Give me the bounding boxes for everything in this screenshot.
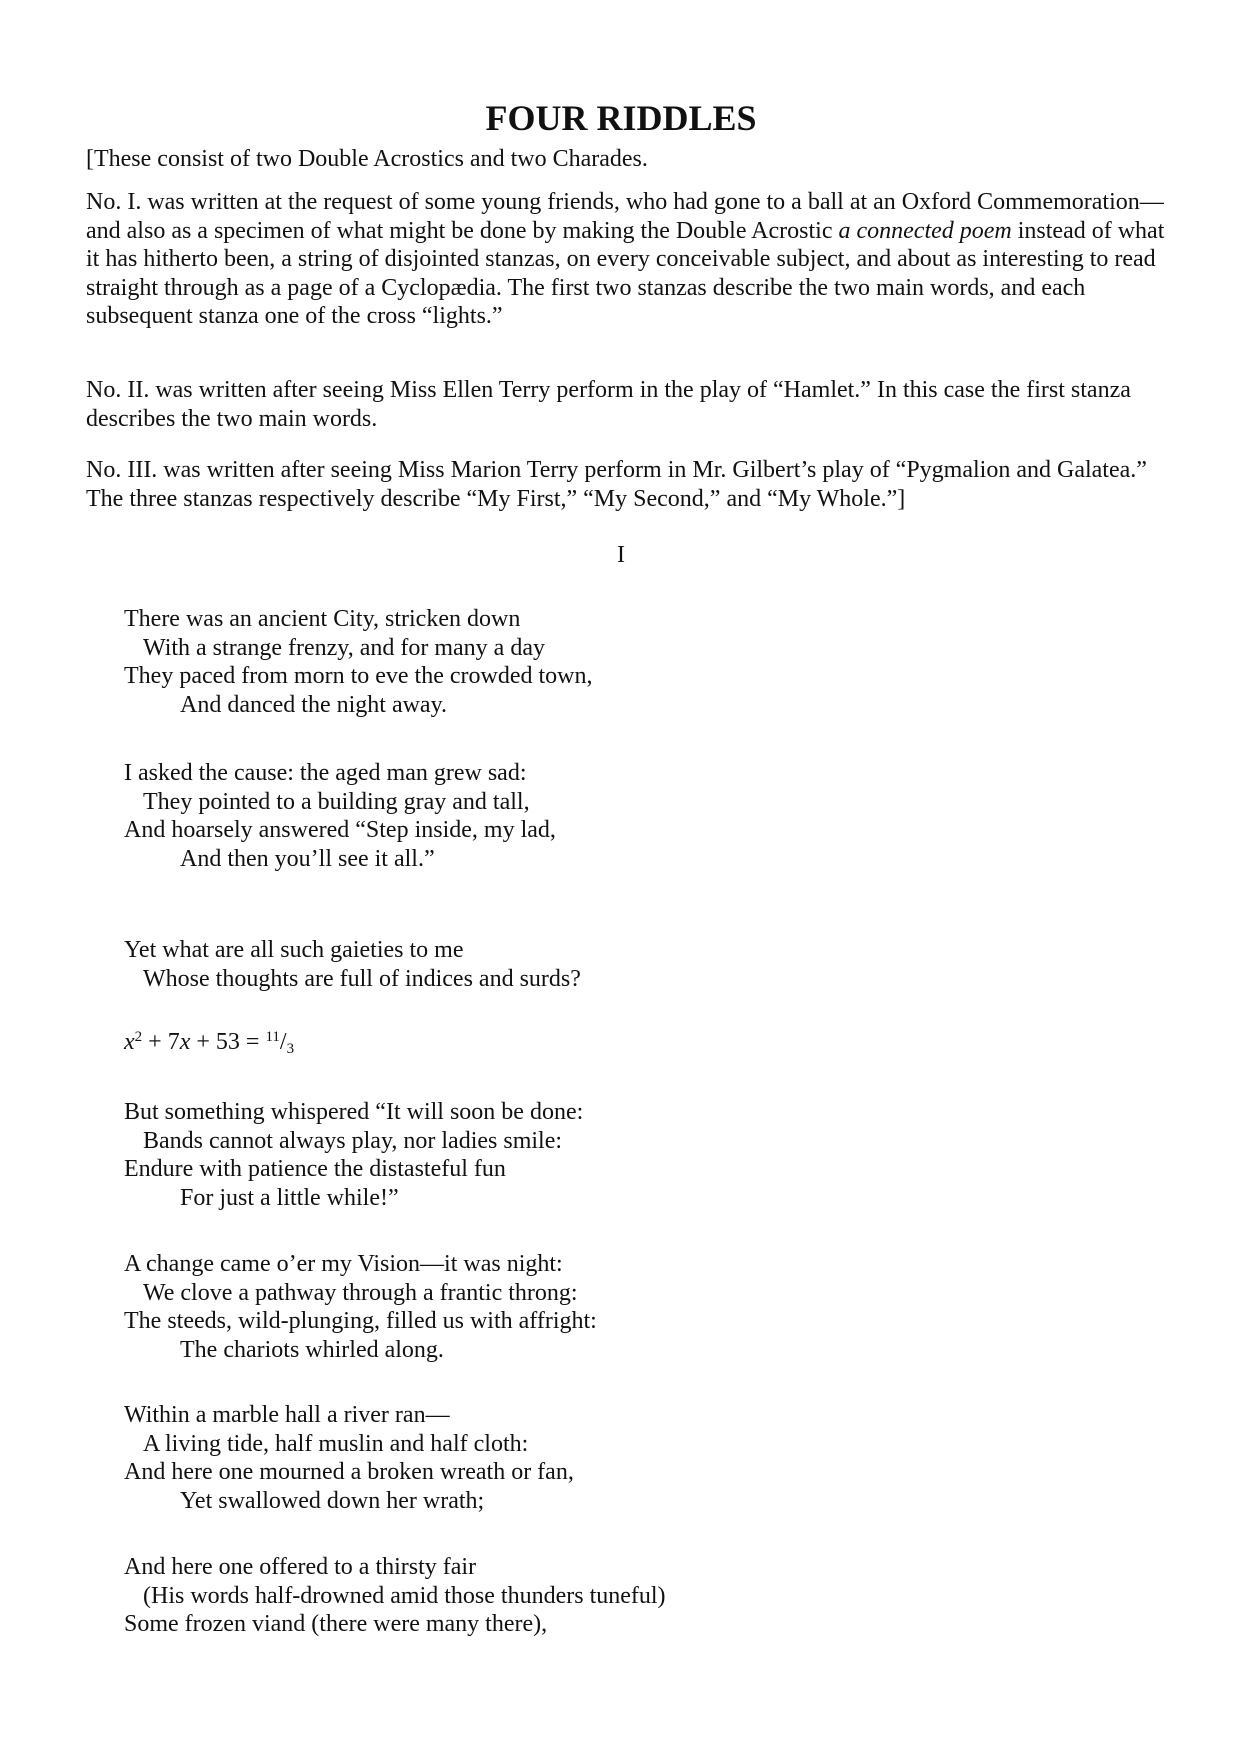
intro-paragraph-3: No. II. was written after seeing Miss Ellen Terry perform in the play of “Hamlet.” In this case the first stanza describes the two main words. [86, 377, 1131, 432]
equation-slash: / [279, 1029, 287, 1055]
math-equation [124, 1027, 294, 1057]
verse-line: Bands cannot always play, nor ladies smile: [143, 1127, 563, 1154]
verse-line: A living tide, half muslin and half cloth: [143, 1430, 529, 1457]
verse-line: They pointed to a building gray and tall, [143, 788, 530, 815]
verse-line: And danced the night away. [180, 691, 448, 718]
verse-line: A change came o’er my Vision—it was night: [124, 1251, 563, 1277]
verse-line: They paced from morn to eve the crowded town, [124, 663, 593, 689]
verse-line: And then you’ll see it all.” [180, 845, 435, 872]
verse-line: For just a little while!” [180, 1184, 399, 1211]
verse-line: There was an ancient City, stricken down [124, 606, 521, 632]
verse-line: Whose thoughts are full of indices and surds? [143, 965, 581, 992]
intro-paragraph-2 [86, 188, 1166, 331]
verse-line: Some frozen viand (there were many there), [124, 1611, 548, 1637]
verse-line: The chariots whirled along. [180, 1336, 444, 1363]
intro-paragraph-4: No. III. was written after seeing Miss Marion Terry perform in Mr. Gilbert’s play of “Pygmalion and Galatea.” The three stanzas respectively describe “My First,” “My Second,” and “My Whole.”] [86, 457, 1147, 512]
verse-line: (His words half-drowned amid those thunders tuneful) [143, 1582, 666, 1609]
stanza [124, 605, 1024, 719]
stanza [124, 759, 1024, 873]
stanza [124, 1401, 1024, 1515]
verse-line: But something whispered “It will soon be done: [124, 1099, 584, 1125]
verse-line: Yet swallowed down her wrath; [180, 1487, 485, 1514]
intro-paragraph-2-text-a: No. I. was written at the request of some young friends, who had gone to a ball at an Oxford Commemoration—and also as a specimen of what might be done by making the Double Acrostic [86, 189, 1164, 244]
equation-term: + 53 = [190, 1029, 266, 1055]
stanza [124, 1553, 1024, 1639]
verse-line: I asked the cause: the aged man grew sad: [124, 760, 527, 786]
intro-paragraph-2-text-b: instead of what it has hitherto been, a string of disjointed stanzas, on every conceivable subject, and about as interesting to read straight through as a page of a Cyclopædia. The first two stanzas describe the two main words, and each subsequent stanza one of the cross “lights.” [86, 217, 1165, 329]
page-title: FOUR RIDDLES [485, 98, 757, 138]
equation-variable: x [179, 1029, 191, 1055]
equation-term: + 7 [142, 1029, 180, 1055]
intro-paragraph-1: [These consist of two Double Acrostics and two Charades. [86, 146, 648, 172]
equation-numerator: 11 [265, 1029, 280, 1045]
verse-line: With a strange frenzy, and for many a day [143, 634, 545, 661]
verse-line: Endure with patience the distasteful fun [124, 1156, 506, 1182]
verse-line: Yet what are all such gaieties to me [124, 937, 464, 963]
equation-denominator: 3 [286, 1041, 295, 1057]
stanza [124, 1250, 1024, 1364]
stanza [124, 936, 1024, 993]
verse-line: We clove a pathway through a frantic throng: [143, 1279, 578, 1306]
section-number: I [617, 542, 625, 568]
verse-line: And hoarsely answered “Step inside, my lad, [124, 817, 556, 843]
equation-variable: x [124, 1029, 135, 1055]
intro-paragraph-2-italic: a connected poem [838, 217, 1012, 244]
verse-line: The steeds, wild-plunging, filled us with affright: [124, 1308, 597, 1334]
equation-exponent: 2 [134, 1029, 143, 1045]
verse-line: And here one offered to a thirsty fair [124, 1554, 477, 1580]
verse-line: Within a marble hall a river ran— [124, 1402, 450, 1428]
stanza [124, 1098, 1024, 1212]
verse-line: And here one mourned a broken wreath or fan, [124, 1459, 574, 1485]
